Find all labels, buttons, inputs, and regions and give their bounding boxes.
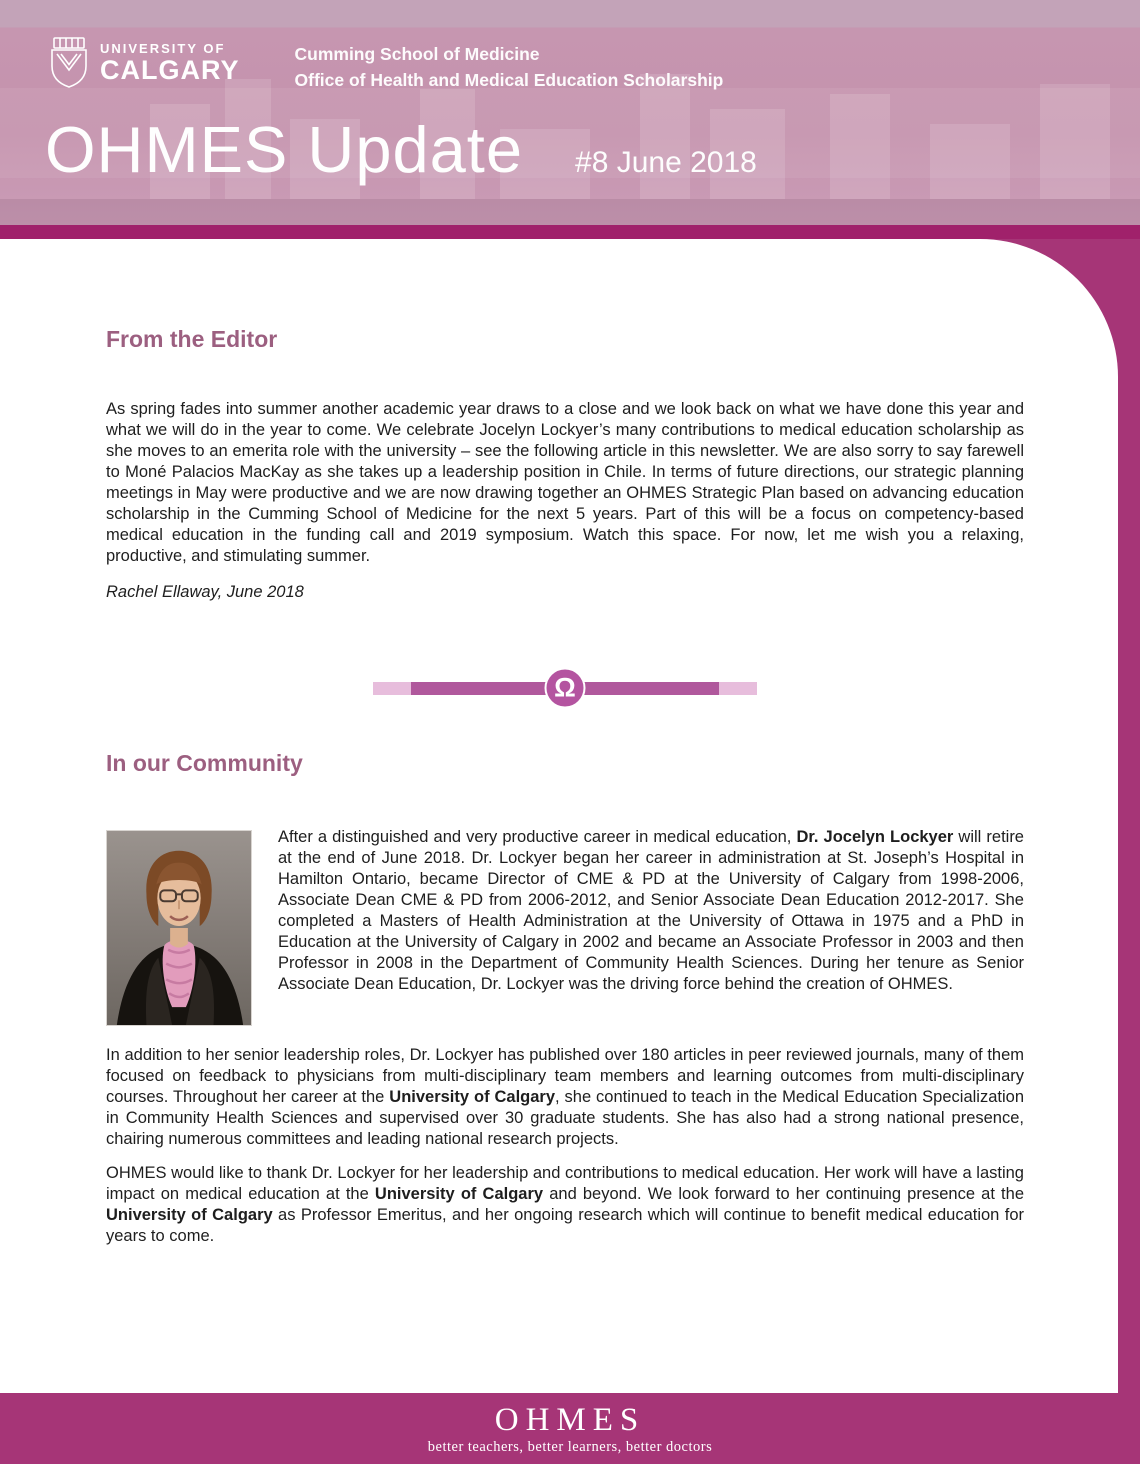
omega-section-divider bbox=[373, 668, 757, 708]
masthead bbox=[0, 0, 1140, 225]
divider-bar-end-right bbox=[719, 682, 757, 695]
university-of-calgary-crest-icon bbox=[48, 36, 90, 88]
university-brand bbox=[48, 36, 723, 94]
divider-bar-end-left bbox=[373, 682, 411, 695]
magenta-divider-band bbox=[0, 225, 1140, 239]
university-wordmark bbox=[100, 36, 240, 84]
community-article bbox=[106, 827, 1024, 1032]
university-wordmark-line1: UNIVERSITY OF bbox=[100, 41, 226, 56]
footer-tagline: better teachers, better learners, better doctors bbox=[427, 1438, 713, 1455]
community-paragraph-2: In addition to her senior leadership roles, Dr. Lockyer has published over 180 articles in peer reviewed journals, many of them focused on feedback to physicians from multi-disciplinary team members and learning outcomes from multi-disciplinary courses. Throughout her career at the University of Calgary, she continued to teach in the Medical Education Specialization in Community Health Sciences and supervised over 30 graduate students. She has also had a strong national presence, chairing numerous committees and leading national research projects. bbox=[106, 1046, 1024, 1148]
page-footer bbox=[0, 1393, 1140, 1464]
community-section-heading: In our Community bbox=[106, 750, 303, 776]
omega-icon: Ω bbox=[545, 668, 586, 709]
office-name: Office of Health and Medical Education Scholarship bbox=[294, 70, 724, 91]
editor-paragraph: As spring fades into summer another academic year draws to a close and we look back on what we have done this year and what we will do in the year to come. We celebrate Jocelyn Lockyer’s many contributions to medical education scholarship as she moves to an emerita role with the university – see the following article in this newsletter. We are also sorry to say farewell to Moné Palacios MacKay as she takes up a leadership position in Chile. In terms of future directions, our strategic planning meetings in May were productive and we are now drawing together an OHMES Strategic Plan based on advancing education scholarship in the Cumming School of Medicine for the next 5 years. Part of this will be a focus on competency-based medical education in the funding call and 2019 symposium. Watch this space. For now, let me wish you a relaxing, productive, and stimulating summer. bbox=[106, 400, 1024, 565]
footer-ohmes-logo: OHMES bbox=[494, 1402, 646, 1438]
portrait-photo-jocelyn-lockyer bbox=[106, 830, 252, 1026]
department-lines bbox=[295, 36, 724, 94]
editor-signature: Rachel Ellaway, June 2018 bbox=[106, 583, 304, 601]
newsletter-title: OHMES Update bbox=[45, 113, 524, 186]
university-wordmark-line2: CALGARY bbox=[100, 55, 240, 85]
content-frame bbox=[0, 239, 1140, 1393]
school-name: Cumming School of Medicine bbox=[294, 44, 540, 64]
issue-number: #8 June 2018 bbox=[575, 146, 757, 179]
community-paragraph-1: After a distinguished and very productive career in medical education, Dr. Jocelyn Lockyer will retire at the end of June 2018. Dr. Lockyer began her career in administration at St. Joseph’s Hospital in Hamilton Ontario, became Director of CME & PD at the University of Calgary from 1998-2006, Associate Dean CME & PD from 2006-2012, and Senior Associate Dean Education 2012-2017. She completed a Masters of Health Administration at the University of Ottawa in 1975 and a PhD in Education at the University of Calgary in 2002 and became an Associate Professor in 2003 and then Professor in 2008 in the Department of Community Health Sciences. During her tenure as Senior Associate Dean Education, Dr. Lockyer was the driving force behind the creation of OHMES. bbox=[278, 828, 1024, 993]
newsletter-title-row bbox=[45, 112, 757, 187]
community-paragraph-3: OHMES would like to thank Dr. Lockyer for her leadership and contributions to medical education. Her work will have a lasting impact on medical education at the University of Calgary and beyond. We look forward to her continuing presence at the University of Calgary as Professor Emeritus, and her ongoing research which will continue to benefit medical education for years to come. bbox=[106, 1164, 1024, 1245]
editor-section-heading: From the Editor bbox=[106, 326, 278, 352]
content-area bbox=[0, 239, 1118, 1393]
